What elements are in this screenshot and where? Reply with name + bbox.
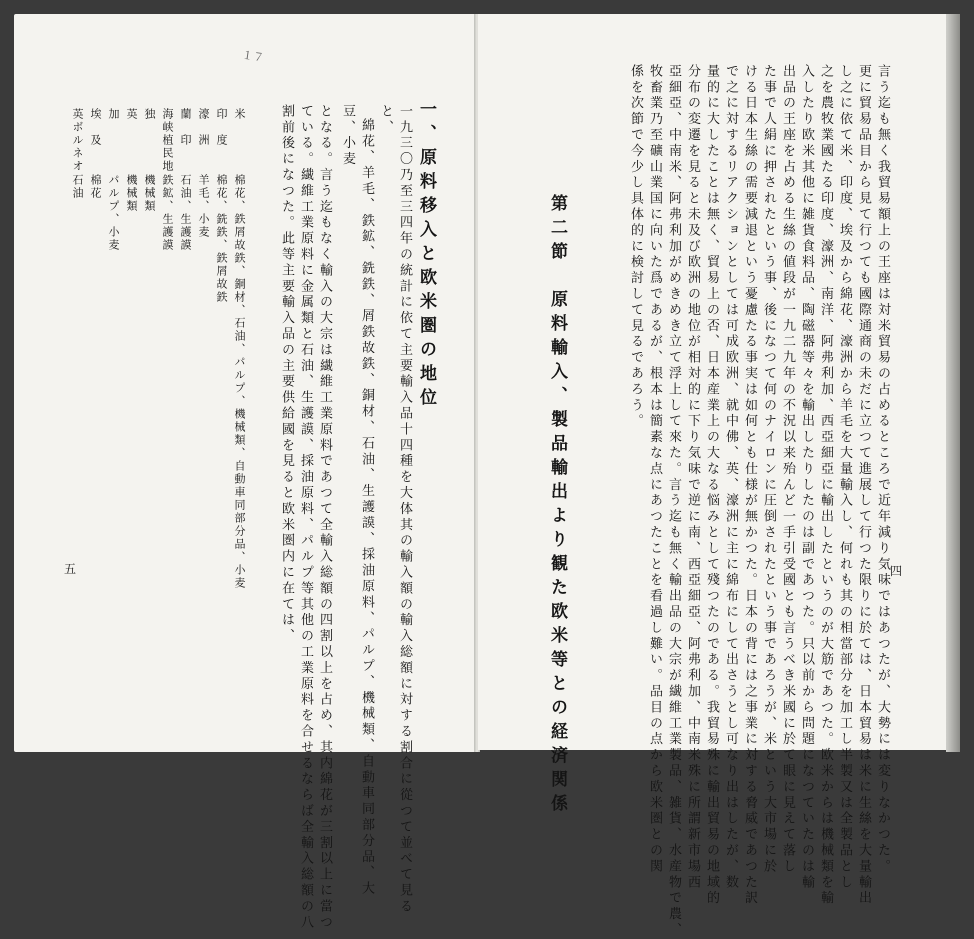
table-goods: 羊毛、小麦 <box>197 174 210 239</box>
table-goods: 鉄鉱、生護謨 <box>161 174 174 252</box>
table-goods: 棉花、鉄屑故鉄、銅材、石油、パルプ、機械類、自動車同部分品、小麦 <box>233 174 246 590</box>
right-para-line-11: 分布の変遷を見ると未及び欧洲の地位が相対的に下り気味で逆に南、西亞細亞、阿弗利加、中南米殊に所謂新市場西 <box>685 64 700 891</box>
table-goods: パルプ、小麦 <box>107 174 120 252</box>
right-para-line-8: ける日本生絲の需要減退という憂慮たる事実は如何とも仕様が無かつた。日本の背には之事業に対する脅威であつた訳 <box>742 64 757 907</box>
right-para-line-5: 入したり欧米其他に雑貨食料品、陶磁器等々を輸出したりしたのは副であつた。只以前から問題になつていたのは輸 <box>799 64 814 891</box>
table-country: 海峡植民地 <box>161 108 174 173</box>
right-para-line-3: し之に依て米、印度、埃及から綿花、濠洲から羊毛を大量輸入し、何れも其の相當部分を加工し半製又は全製品とし <box>837 64 852 891</box>
left-para2-line-2: ている。繊維工業原料に金属類と石油、生護謨、採油原料、パルプ等其他の工業原料を合せるならば全輸入総額の八 <box>298 104 313 931</box>
table-goods: 機械類 <box>125 174 138 213</box>
left-para2-line-3: 割前後になつた。此等主要輸入品の主要供給國を見ると欧米圏内に在ては、 <box>279 104 294 645</box>
book-edge <box>946 14 960 752</box>
table-goods: 石油、生護謨 <box>179 174 192 252</box>
right-para-line-2: 更に貿易品目から見て行つても國際通商の未だに立つて進展して行つた限りに於ては、日本貿易は米に生絲を大量輸出 <box>856 64 871 907</box>
table-goods: 石油 <box>71 174 84 200</box>
table-country: 印 度 <box>215 108 228 147</box>
subsection-heading: 一、原料移入と欧米圏の地位 <box>416 100 436 412</box>
table-country: 蘭 印 <box>179 108 192 147</box>
right-para-line-4: 之を農牧業國たる印度、濠洲、南洋、阿弗利加、西亞細亞に輸出したというのが大筋であつた。欧米からは機械類を輸 <box>818 64 833 907</box>
table-goods: 機械類 <box>143 174 156 213</box>
table-country: 英 <box>125 108 138 121</box>
table-country: 加 <box>107 108 120 121</box>
left-page <box>14 14 476 931</box>
page-number-right: 四 <box>890 564 903 578</box>
right-para-line-9: で之に対するリアクションとしては可成欧洲、就中佛、英、濠洲に主に綿布にして出さうとし可なり出はしたが、数 <box>723 64 738 891</box>
right-para-line-6: 出品の王座を占める生絲の値段が一九二九年の不況以来殆んど一手引受國とも言うべき米國に於て眼に見えて落し <box>780 64 795 875</box>
right-para-line-14: 係を次節で今少し具体的に検討して見るであろう。 <box>628 64 643 430</box>
right-para-line-13: 牧畜業乃至礦山業国に向いた爲であるが、根本は簡素な点にあつたことを看過し難い。品目の点から欧米圏との関 <box>647 64 662 875</box>
table-country: 埃 及 <box>89 108 102 147</box>
left-para1-line-3: 綿花、羊毛、鉄鉱、銑鉄、屑鉄故鉄、銅材、石油、生護謨、採油原料、パルプ、機械類、自動車同部分品、大 <box>359 118 374 898</box>
right-page <box>478 14 948 939</box>
left-para2-line-1: となる。言う迄もなく輸入の大宗は繊維工業原料であつて全輸入総額の四割以上を占め、其内綿花が三割以上に當つ <box>317 104 332 931</box>
right-para-line-7: た事で人絹に押されたという事、後になつて何のナイロンに圧倒されたという事であろうが、米という大市場に於 <box>761 64 776 875</box>
table-country: 英ボルネオ <box>71 108 84 173</box>
left-para1-line-2: と、 <box>378 104 393 136</box>
right-para-line-12: 亞細亞、中南米、阿弗利加がめきめき立て浮上して來た。言う迄も無く輸出品の大宗が繊維工業製品、雑貨、水産物で農、 <box>666 64 681 939</box>
section-heading: 第二節 原料輸入、製品輸出より観た欧米等との経済関係 <box>547 194 567 818</box>
table-goods: 棉花、銑鉄、鉄屑故鉄 <box>215 174 228 304</box>
table-country: 独 <box>143 108 156 121</box>
table-country: 米 <box>233 108 246 121</box>
left-para1-line-4: 豆、小麦 <box>340 104 355 168</box>
right-para-line-10: 量的に大したことは無く、貿易上の否、日本産業上の大なる悩みとして殘つたのである。我貿易殊に輸出貿易の地域的 <box>704 64 719 907</box>
handwritten-page-mark: １７ <box>241 48 265 65</box>
table-country: 濠 洲 <box>197 108 210 147</box>
left-para1-line-1: 一九三〇乃至三四年の統計に依て主要輸入品十四種を大体其の輸入額の輸入総額に対する割合に從つて並べて見る <box>397 104 412 915</box>
page-number-left: 五 <box>64 562 77 576</box>
table-goods: 棉花 <box>89 174 102 200</box>
right-para-line-1: 言う迄も無く我貿易額上の王座は対米貿易の占めるところで近年減り気味ではあつたが、大勢には変りなかつた。 <box>875 64 890 875</box>
